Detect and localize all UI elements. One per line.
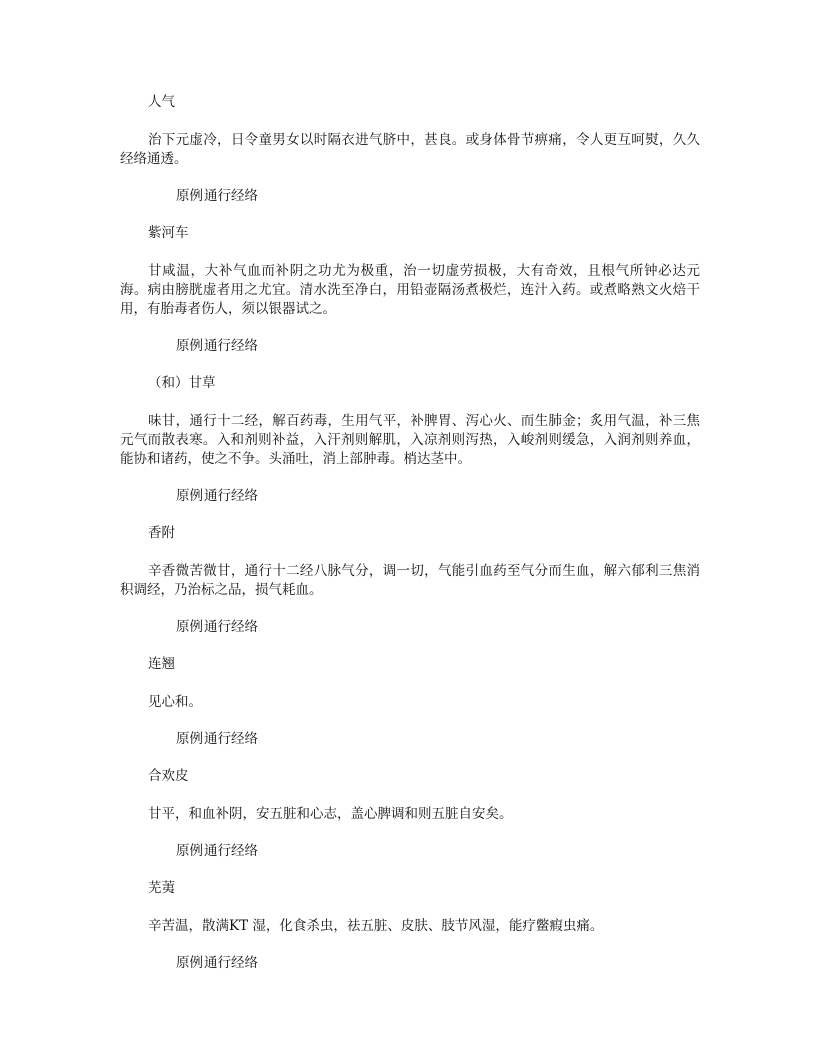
example-value: 通行经络	[204, 619, 258, 635]
example-label: 原例	[176, 843, 203, 859]
entry-renqi	[120, 93, 700, 206]
entry-gancao	[120, 374, 700, 506]
entry-example	[120, 954, 700, 973]
entry-title: 紫河车	[148, 225, 189, 241]
entry-example	[120, 337, 700, 356]
entry-title: 连翘	[148, 656, 175, 672]
entry-description: 辛香微苦微甘，通行十二经八脉气分，调一切，气能引血药至气分而生血，解六郁利三焦消积调经，乃治标之品，损气耗血。	[120, 563, 700, 598]
entry-title: （和）甘草	[148, 375, 216, 391]
example-value: 通行经络	[204, 188, 258, 204]
entry-example	[120, 487, 700, 506]
entry-ziheche	[120, 224, 700, 356]
example-value: 通行经络	[204, 955, 258, 971]
entry-description: 辛苦温，散满KT 湿，化食杀虫，祛五脏、皮肤、肢节风湿，能疗鳖瘕虫痛。	[148, 918, 604, 934]
entry-example	[120, 730, 700, 749]
entry-hehuanpi	[120, 767, 700, 861]
entry-lianqiao	[120, 655, 700, 749]
example-label: 原例	[176, 955, 203, 971]
entry-example	[120, 187, 700, 206]
entry-wuyi	[120, 879, 700, 973]
example-value: 通行经络	[204, 488, 258, 504]
example-value: 通行经络	[204, 338, 258, 354]
example-label: 原例	[176, 731, 203, 747]
entry-title: 人气	[148, 94, 175, 110]
example-value: 通行经络	[204, 731, 258, 747]
example-value: 通行经络	[204, 843, 258, 859]
example-label: 原例	[176, 619, 203, 635]
entry-title: 香附	[148, 525, 175, 541]
entry-description: 见心和。	[148, 694, 202, 710]
entry-xiangfu	[120, 524, 700, 637]
example-label: 原例	[176, 488, 203, 504]
entry-example	[120, 842, 700, 861]
example-label: 原例	[176, 188, 203, 204]
example-label: 原例	[176, 338, 203, 354]
entry-description: 甘咸温，大补气血而补阴之功尤为极重，治一切虚劳损极，大有奇效，且根气所钟必达元海。病由膀胱虚者用之尤宜。清水洗至净白，用铅壶隔汤煮极烂，连汁入药。或煮略熟文火焙干用，有胎毒者伤人，须以银器试之。	[120, 263, 700, 317]
entry-description: 甘平，和血补阴，安五脏和心志，盖心脾调和则五脏自安矣。	[148, 806, 513, 822]
document-body	[120, 93, 700, 991]
entry-title: 合欢皮	[148, 768, 189, 784]
entry-description: 治下元虚冷，日令童男女以时隔衣进气脐中，甚良。或身体骨节痹痛，令人更互呵熨，久久经络通透。	[120, 132, 700, 167]
entry-title: 芜荑	[148, 880, 175, 896]
entry-example	[120, 618, 700, 637]
entry-description: 味甘，通行十二经，解百药毒，生用气平，补脾胃、泻心火、而生肺金；炙用气温，补三焦元气而散表寒。入和剂则补益，入汗剂则解肌，入凉剂则泻热，入峻剂则缓急，入润剂则养血，能协和诸药，使之不争。头涌吐，消上部肿毒。梢达茎中。	[120, 413, 700, 467]
